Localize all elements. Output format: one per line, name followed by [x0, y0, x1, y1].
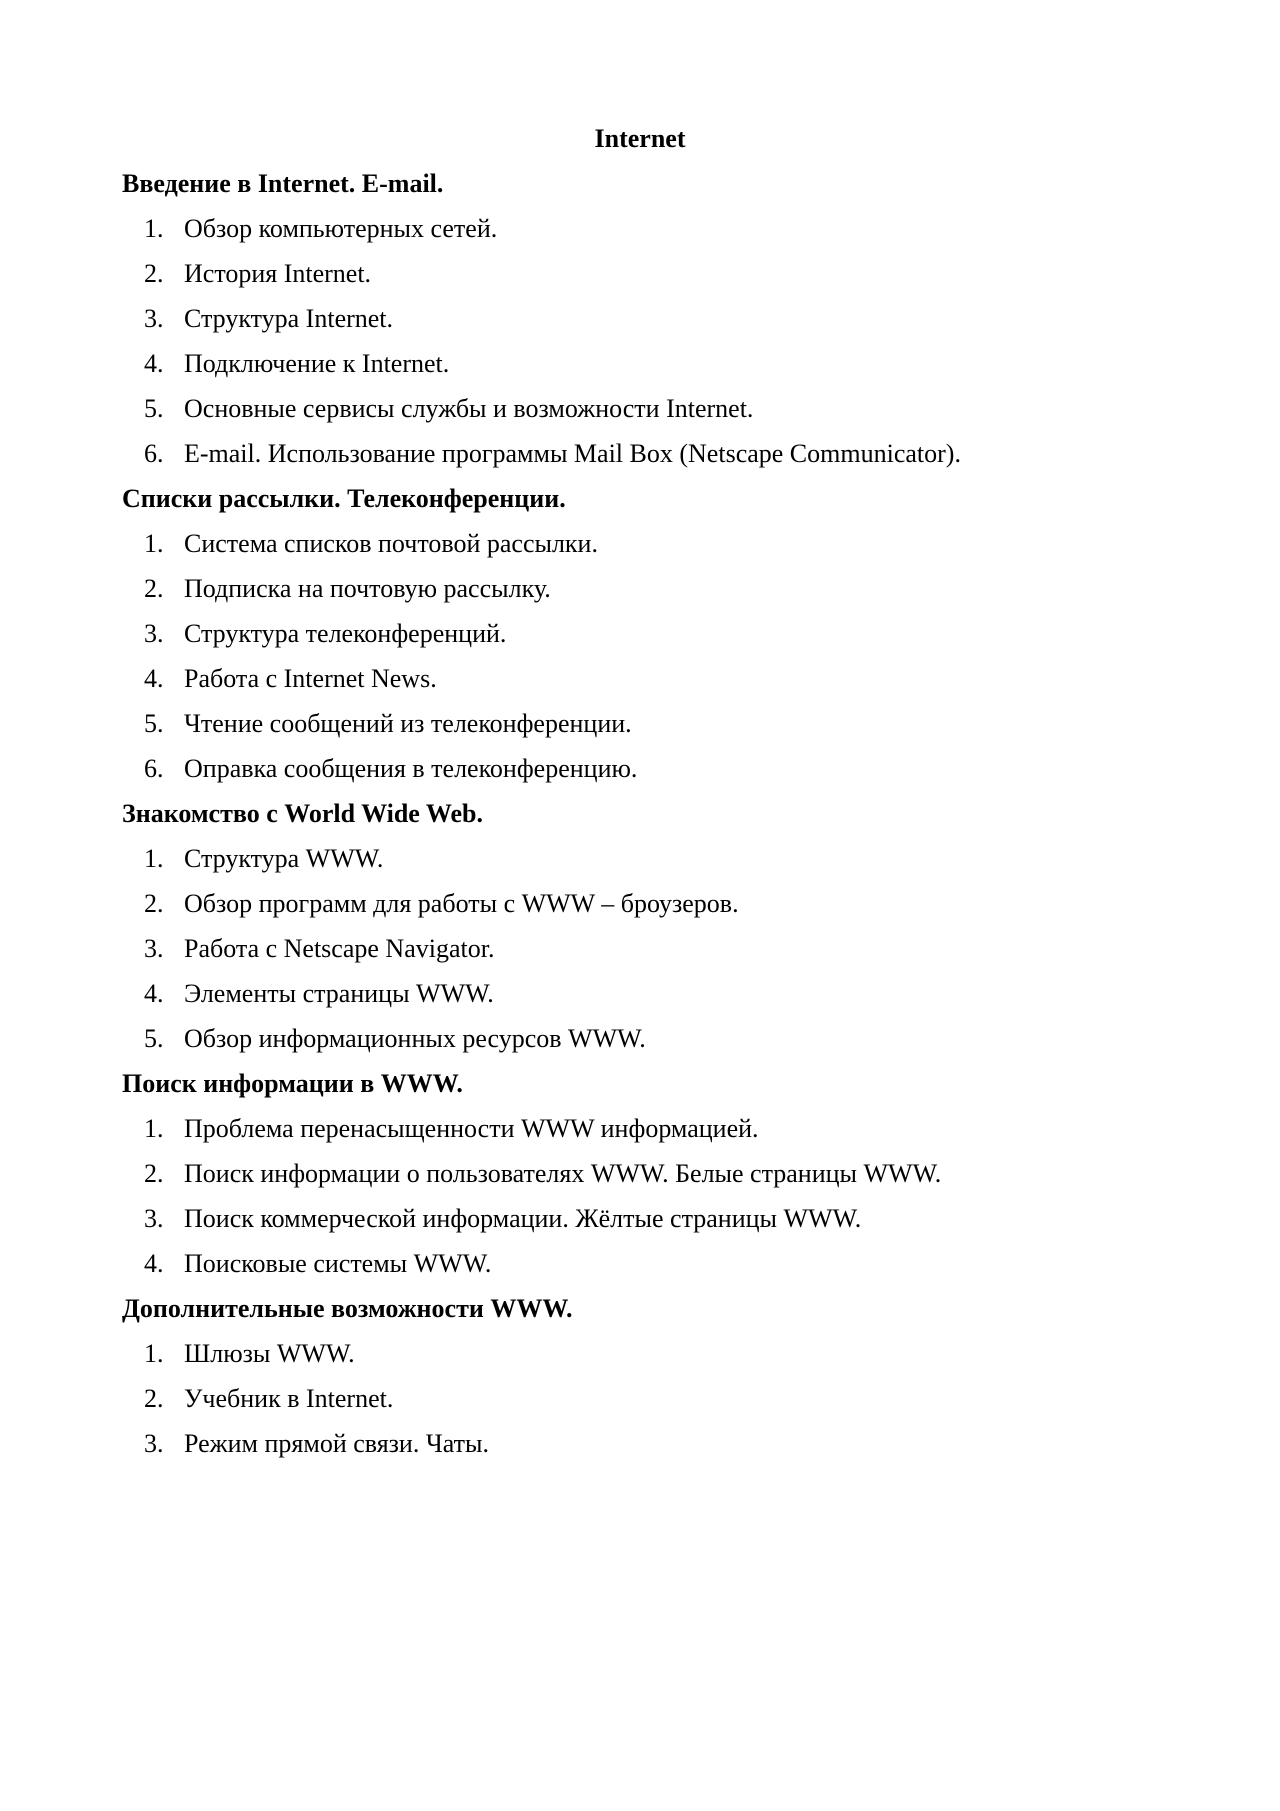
section: [122, 476, 1158, 791]
list-item-number: 2.: [144, 574, 164, 603]
list-item: [122, 296, 1158, 341]
list-item-number: 4.: [144, 979, 164, 1008]
list-item-number: 5.: [144, 709, 164, 738]
list-item-number: 4.: [144, 664, 164, 693]
list-item-text: Режим прямой связи. Чаты.: [184, 1429, 489, 1458]
list-item-text: Структура Internet.: [184, 304, 394, 333]
list-item-text: Структура телеконференций.: [184, 619, 507, 648]
document-title: Internet: [594, 124, 686, 153]
section: [122, 1286, 1158, 1466]
list-item: [122, 926, 1158, 971]
list-item: [122, 1241, 1158, 1286]
section-list: [122, 161, 1158, 1466]
list-item-number: 1.: [144, 844, 164, 873]
list-item-text: Шлюзы WWW.: [184, 1339, 355, 1368]
section: [122, 161, 1158, 476]
list-item-text: Проблема перенасыщенности WWW информацией.: [184, 1114, 759, 1143]
list-item: [122, 971, 1158, 1016]
numbered-list: [122, 836, 1158, 1061]
list-item-text: Обзор программ для работы с WWW – броузеров.: [184, 889, 739, 918]
list-item: [122, 1331, 1158, 1376]
list-item: [122, 1151, 1158, 1196]
list-item-text: Подписка на почтовую рассылку.: [184, 574, 551, 603]
list-item-number: 3.: [144, 1429, 164, 1458]
list-item-number: 3.: [144, 619, 164, 648]
list-item-text: Структура WWW.: [184, 844, 384, 873]
list-item-number: 3.: [144, 934, 164, 963]
list-item-text: Обзор компьютерных сетей.: [184, 214, 498, 243]
list-item: [122, 206, 1158, 251]
list-item: [122, 611, 1158, 656]
list-item: [122, 746, 1158, 791]
list-item: [122, 386, 1158, 431]
section: [122, 791, 1158, 1061]
list-item-number: 2.: [144, 1159, 164, 1188]
list-item-text: Поиск коммерческой информации. Жёлтые страницы WWW.: [184, 1204, 862, 1233]
list-item: [122, 836, 1158, 881]
list-item-text: Работа с Internet News.: [184, 664, 437, 693]
list-item-number: 2.: [144, 259, 164, 288]
list-item: [122, 341, 1158, 386]
list-item: [122, 1016, 1158, 1061]
list-item-number: 3.: [144, 304, 164, 333]
list-item-text: Оправка сообщения в телеконференцию.: [184, 754, 638, 783]
list-item-number: 1.: [144, 1114, 164, 1143]
numbered-list: [122, 521, 1158, 791]
list-item-text: Основные сервисы службы и возможности Internet.: [184, 394, 754, 423]
list-item: [122, 1106, 1158, 1151]
list-item: [122, 1376, 1158, 1421]
list-item-number: 6.: [144, 754, 164, 783]
numbered-list: [122, 206, 1158, 476]
list-item-number: 2.: [144, 1384, 164, 1413]
list-item: [122, 881, 1158, 926]
list-item-text: Учебник в Internet.: [184, 1384, 394, 1413]
document-content: [122, 116, 1158, 1466]
list-item-text: Поиск информации о пользователях WWW. Белые страницы WWW.: [184, 1159, 942, 1188]
list-item-text: Система списков почтовой рассылки.: [184, 529, 598, 558]
list-item-number: 5.: [144, 394, 164, 423]
list-item-number: 6.: [144, 439, 164, 468]
list-item-number: 1.: [144, 1339, 164, 1368]
numbered-list: [122, 1106, 1158, 1286]
list-item-text: Подключение к Internet.: [184, 349, 450, 378]
list-item: [122, 251, 1158, 296]
list-item: [122, 521, 1158, 566]
list-item-number: 4.: [144, 1249, 164, 1278]
list-item-text: История Internet.: [184, 259, 372, 288]
list-item-number: 5.: [144, 1024, 164, 1053]
list-item-number: 4.: [144, 349, 164, 378]
list-item: [122, 1196, 1158, 1241]
list-item: [122, 1421, 1158, 1466]
numbered-list: [122, 1331, 1158, 1466]
list-item: [122, 701, 1158, 746]
list-item-text: Поисковые системы WWW.: [184, 1249, 492, 1278]
list-item-number: 3.: [144, 1204, 164, 1233]
list-item: [122, 566, 1158, 611]
section-heading: Знакомство с World Wide Web.: [122, 799, 483, 828]
list-item-text: Элементы страницы WWW.: [184, 979, 494, 1008]
list-item-number: 1.: [144, 214, 164, 243]
list-item-text: Обзор информационных ресурсов WWW.: [184, 1024, 646, 1053]
section: [122, 1061, 1158, 1286]
list-item-text: E-mail. Использование программы Mail Box (Netscape Communicator).: [184, 439, 961, 468]
list-item-text: Чтение сообщений из телеконференции.: [184, 709, 632, 738]
section-heading: Дополнительные возможности WWW.: [122, 1294, 573, 1323]
section-heading: Списки рассылки. Телеконференции.: [122, 484, 566, 513]
list-item-number: 1.: [144, 529, 164, 558]
list-item: [122, 656, 1158, 701]
section-heading: Поиск информации в WWW.: [122, 1069, 463, 1098]
list-item-number: 2.: [144, 889, 164, 918]
list-item-text: Работа с Netscape Navigator.: [184, 934, 495, 963]
section-heading: Введение в Internet. E-mail.: [122, 169, 444, 198]
list-item: [122, 431, 1158, 476]
